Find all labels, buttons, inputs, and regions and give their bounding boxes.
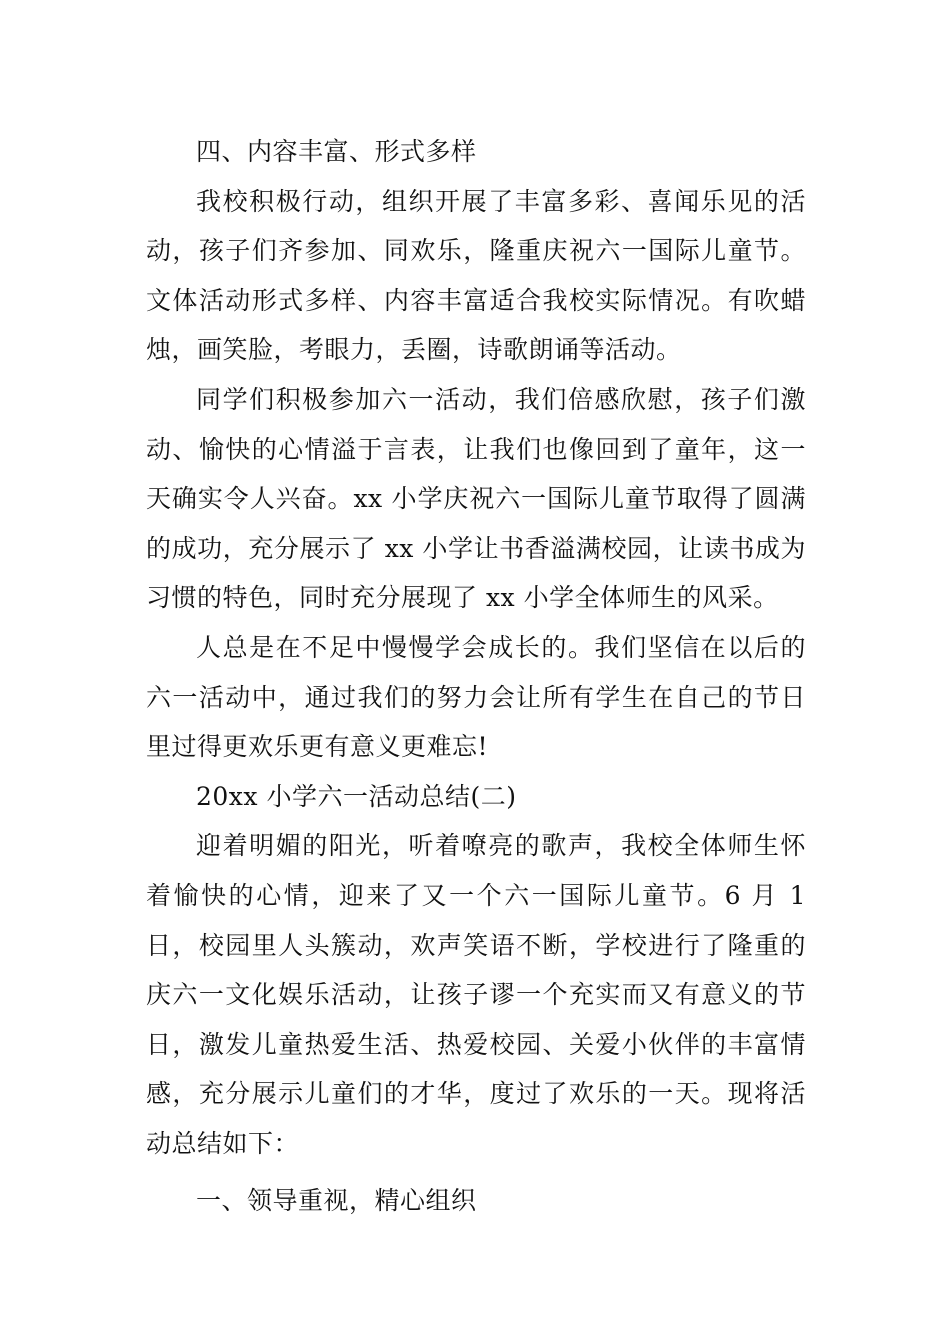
document-body (146, 127, 806, 1226)
paragraph-intro-part-two: 迎着明媚的阳光，听着嘹亮的歌声，我校全体师生怀着愉快的心情，迎来了又一个六一国际儿童节。6 月 1 日，校园里人头簇动，欢声笑语不断，学校进行了隆重的庆六一文化娱乐活动，让孩子谬一个充实而又有意义的节日，激发儿童热爱生活、热爱校园、关爱小伙伴的丰富情感，充分展示儿童们的才华，度过了欢乐的一天。现将活动总结如下： (146, 831, 806, 1158)
summary-title-part-two: 20xx 小学六一活动总结(二) (196, 781, 517, 811)
paragraph-students-participation: 同学们积极参加六一活动，我们倍感欣慰，孩子们激动、愉快的心情溢于言表，让我们也像回到了童年，这一天确实令人兴奋。xx 小学庆祝六一国际儿童节取得了圆满的成功，充分展示了 xx 小学让书香溢满校园，让读书成为习惯的特色，同时充分展现了 xx 小学全体师生的风采。 (146, 384, 806, 613)
paragraph-growth: 人总是在不足中慢慢学会成长的。我们坚信在以后的六一活动中，通过我们的努力会让所有学生在自己的节日里过得更欢乐更有意义更难忘! (146, 632, 806, 762)
section-heading-content-forms: 四、内容丰富、形式多样 (196, 137, 477, 166)
paragraph-activities: 我校积极行动，组织开展了丰富多彩、喜闻乐见的活动，孩子们齐参加、同欢乐，隆重庆祝六一国际儿童节。文体活动形式多样、内容丰富适合我校实际情况。有吹蜡烛，画笑脸，考眼力，丢圈，诗歌朗诵等活动。 (146, 186, 806, 365)
section-heading-leadership: 一、领导重视，精心组织 (196, 1186, 477, 1216)
